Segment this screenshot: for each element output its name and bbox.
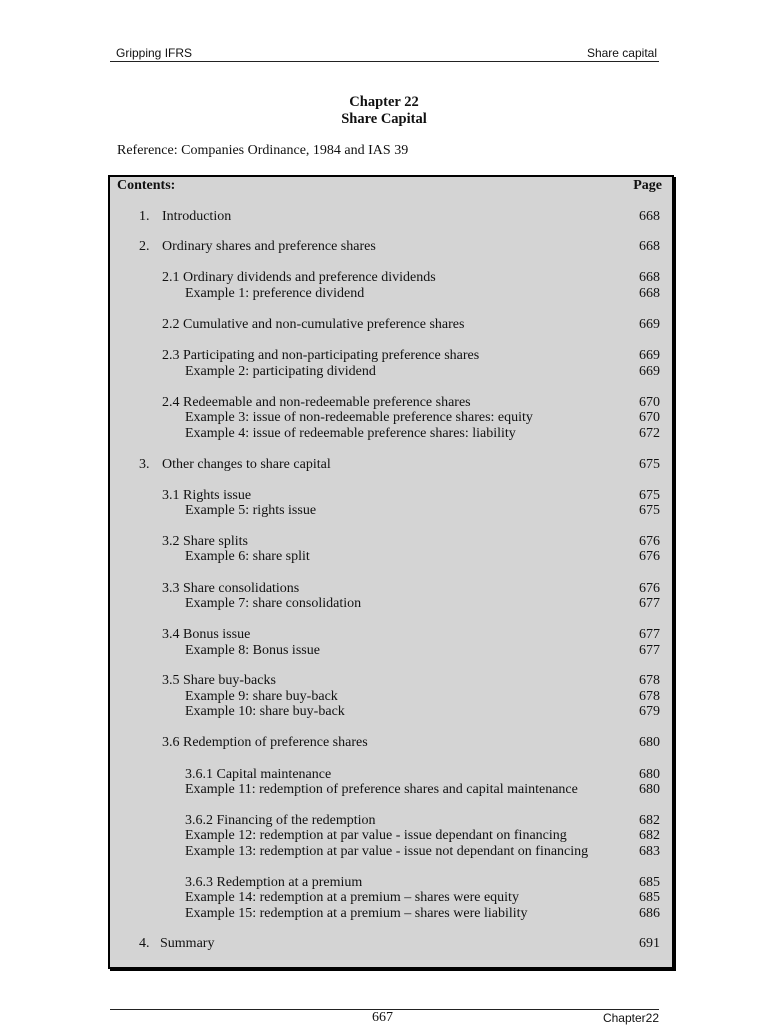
toc-row xyxy=(110,906,672,922)
toc-entry-title: Example 2: participating dividend xyxy=(185,364,376,379)
toc-section-number: 3. xyxy=(139,457,150,472)
toc-page-number: 678 xyxy=(639,689,660,704)
toc-page-number: 683 xyxy=(639,844,660,859)
toc-row xyxy=(110,828,672,844)
toc-section-number: 2. xyxy=(139,239,150,254)
toc-entry-title: Example 8: Bonus issue xyxy=(185,643,320,658)
toc-entry-title: 3.6.3 Redemption at a premium xyxy=(185,875,363,890)
toc-row xyxy=(110,643,672,659)
toc-row xyxy=(110,813,672,829)
toc-entry-title: Example 12: redemption at par value - issue dependant on financing xyxy=(185,828,567,843)
toc-section-number: 4. xyxy=(139,936,150,951)
toc-entry-title: Summary xyxy=(160,936,215,951)
toc-entry-title: 2.3 Participating and non-participating preference shares xyxy=(162,348,480,363)
reference-line: Reference: Companies Ordinance, 1984 and IAS 39 xyxy=(117,143,409,158)
toc-page-number: 669 xyxy=(639,317,660,332)
toc-row xyxy=(110,209,672,225)
toc-page-number: 675 xyxy=(639,457,660,472)
toc-row xyxy=(110,627,672,643)
toc-entry-title: 3.6.2 Financing of the redemption xyxy=(185,813,376,828)
page-header xyxy=(110,46,659,62)
toc-row xyxy=(110,735,672,751)
toc-page-number: 675 xyxy=(639,488,660,503)
toc-row xyxy=(110,503,672,519)
toc-entry-title: Example 13: redemption at par value - issue not dependant on financing xyxy=(185,844,589,859)
toc-row xyxy=(110,270,672,286)
toc-row xyxy=(110,767,672,783)
toc-page-number: 677 xyxy=(639,596,660,611)
footer-chapter-label: Chapter22 xyxy=(602,1011,659,1025)
toc-row xyxy=(110,875,672,891)
toc-entry-title: Example 1: preference dividend xyxy=(185,286,365,301)
toc-row xyxy=(110,596,672,612)
toc-page-number: 682 xyxy=(639,828,660,843)
toc-row xyxy=(110,673,672,689)
toc-page-number: 677 xyxy=(639,643,660,658)
header-section-title: Share capital xyxy=(586,46,657,60)
toc-entry-title: Example 9: share buy-back xyxy=(185,689,338,704)
toc-page-number: 680 xyxy=(639,782,660,797)
toc-row xyxy=(110,395,672,411)
header-book-title: Gripping IFRS xyxy=(116,46,193,60)
toc-entry-title: Example 3: issue of non-redeemable preference shares: equity xyxy=(185,410,533,425)
toc-page-number: 669 xyxy=(639,348,660,363)
toc-entry-title: Other changes to share capital xyxy=(162,457,331,472)
contents-heading: Contents: xyxy=(117,178,176,193)
toc-page-number: 679 xyxy=(639,704,660,719)
toc-page-number: 686 xyxy=(639,906,660,921)
toc-row xyxy=(110,317,672,333)
contents-box xyxy=(108,175,674,969)
toc-page-number: 676 xyxy=(639,581,660,596)
toc-page-number: 685 xyxy=(639,875,660,890)
toc-row xyxy=(110,426,672,442)
toc-page-number: 691 xyxy=(639,936,660,951)
toc-page-number: 676 xyxy=(639,549,660,564)
toc-entry-title: Ordinary shares and preference shares xyxy=(162,239,376,254)
toc-page-number: 668 xyxy=(639,286,660,301)
toc-page-number: 668 xyxy=(639,209,660,224)
toc-page-number: 676 xyxy=(639,534,660,549)
toc-row xyxy=(110,534,672,550)
toc-row xyxy=(110,782,672,798)
toc-row xyxy=(110,704,672,720)
toc-page-number: 672 xyxy=(639,426,660,441)
toc-row xyxy=(110,844,672,860)
toc-page-number: 669 xyxy=(639,364,660,379)
toc-entry-title: 3.1 Rights issue xyxy=(162,488,252,503)
toc-entry-title: Introduction xyxy=(162,209,232,224)
toc-page-number: 677 xyxy=(639,627,660,642)
toc-page-number: 678 xyxy=(639,673,660,688)
toc-row xyxy=(110,689,672,705)
toc-entry-title: 3.3 Share consolidations xyxy=(162,581,300,596)
toc-row xyxy=(110,581,672,597)
toc-row xyxy=(110,239,672,255)
toc-entry-title: 3.5 Share buy-backs xyxy=(162,673,276,688)
toc-entry-title: Example 14: redemption at a premium – shares were equity xyxy=(185,890,519,905)
toc-page-number: 680 xyxy=(639,735,660,750)
chapter-number: Chapter 22 xyxy=(349,94,419,110)
toc-entry-title: 2.1 Ordinary dividends and preference dividends xyxy=(162,270,436,285)
toc-section-number: 1. xyxy=(139,209,150,224)
page-footer xyxy=(110,1009,659,1025)
toc-entry-title: 3.6.1 Capital maintenance xyxy=(185,767,332,782)
toc-entry-title: 3.2 Share splits xyxy=(162,534,248,549)
toc-row xyxy=(110,457,672,473)
toc-entry-title: Example 7: share consolidation xyxy=(185,596,362,611)
page-heading: Page xyxy=(633,178,662,193)
toc-row xyxy=(110,348,672,364)
toc-entry-title: 2.2 Cumulative and non-cumulative preference shares xyxy=(162,317,465,332)
toc-entry-title: Example 11: redemption of preference shares and capital maintenance xyxy=(185,782,578,797)
toc-page-number: 668 xyxy=(639,239,660,254)
toc-page-number: 675 xyxy=(639,503,660,518)
toc-entry-title: Example 15: redemption at a premium – shares were liability xyxy=(185,906,528,921)
toc-page-number: 670 xyxy=(639,410,660,425)
toc-row xyxy=(110,936,672,952)
toc-page-number: 680 xyxy=(639,767,660,782)
toc-entry-title: 3.6 Redemption of preference shares xyxy=(162,735,368,750)
toc-page-number: 668 xyxy=(639,270,660,285)
toc-row xyxy=(110,364,672,380)
toc-entry-title: Example 6: share split xyxy=(185,549,310,564)
toc-row xyxy=(110,549,672,565)
toc-entry-title: 2.4 Redeemable and non-redeemable preference shares xyxy=(162,395,471,410)
toc-row xyxy=(110,488,672,504)
toc-entry-title: Example 5: rights issue xyxy=(185,503,317,518)
chapter-title: Share Capital xyxy=(341,111,427,127)
toc-page-number: 670 xyxy=(639,395,660,410)
toc-entry-title: Example 10: share buy-back xyxy=(185,704,345,719)
toc-page-number: 682 xyxy=(639,813,660,828)
toc-row xyxy=(110,410,672,426)
toc-entry-title: Example 4: issue of redeemable preference shares: liability xyxy=(185,426,516,441)
toc-row xyxy=(110,286,672,302)
toc-row xyxy=(110,890,672,906)
toc-entry-title: 3.4 Bonus issue xyxy=(162,627,251,642)
footer-page-number: 667 xyxy=(372,1010,393,1025)
toc-page-number: 685 xyxy=(639,890,660,905)
contents-header-row xyxy=(110,178,672,194)
